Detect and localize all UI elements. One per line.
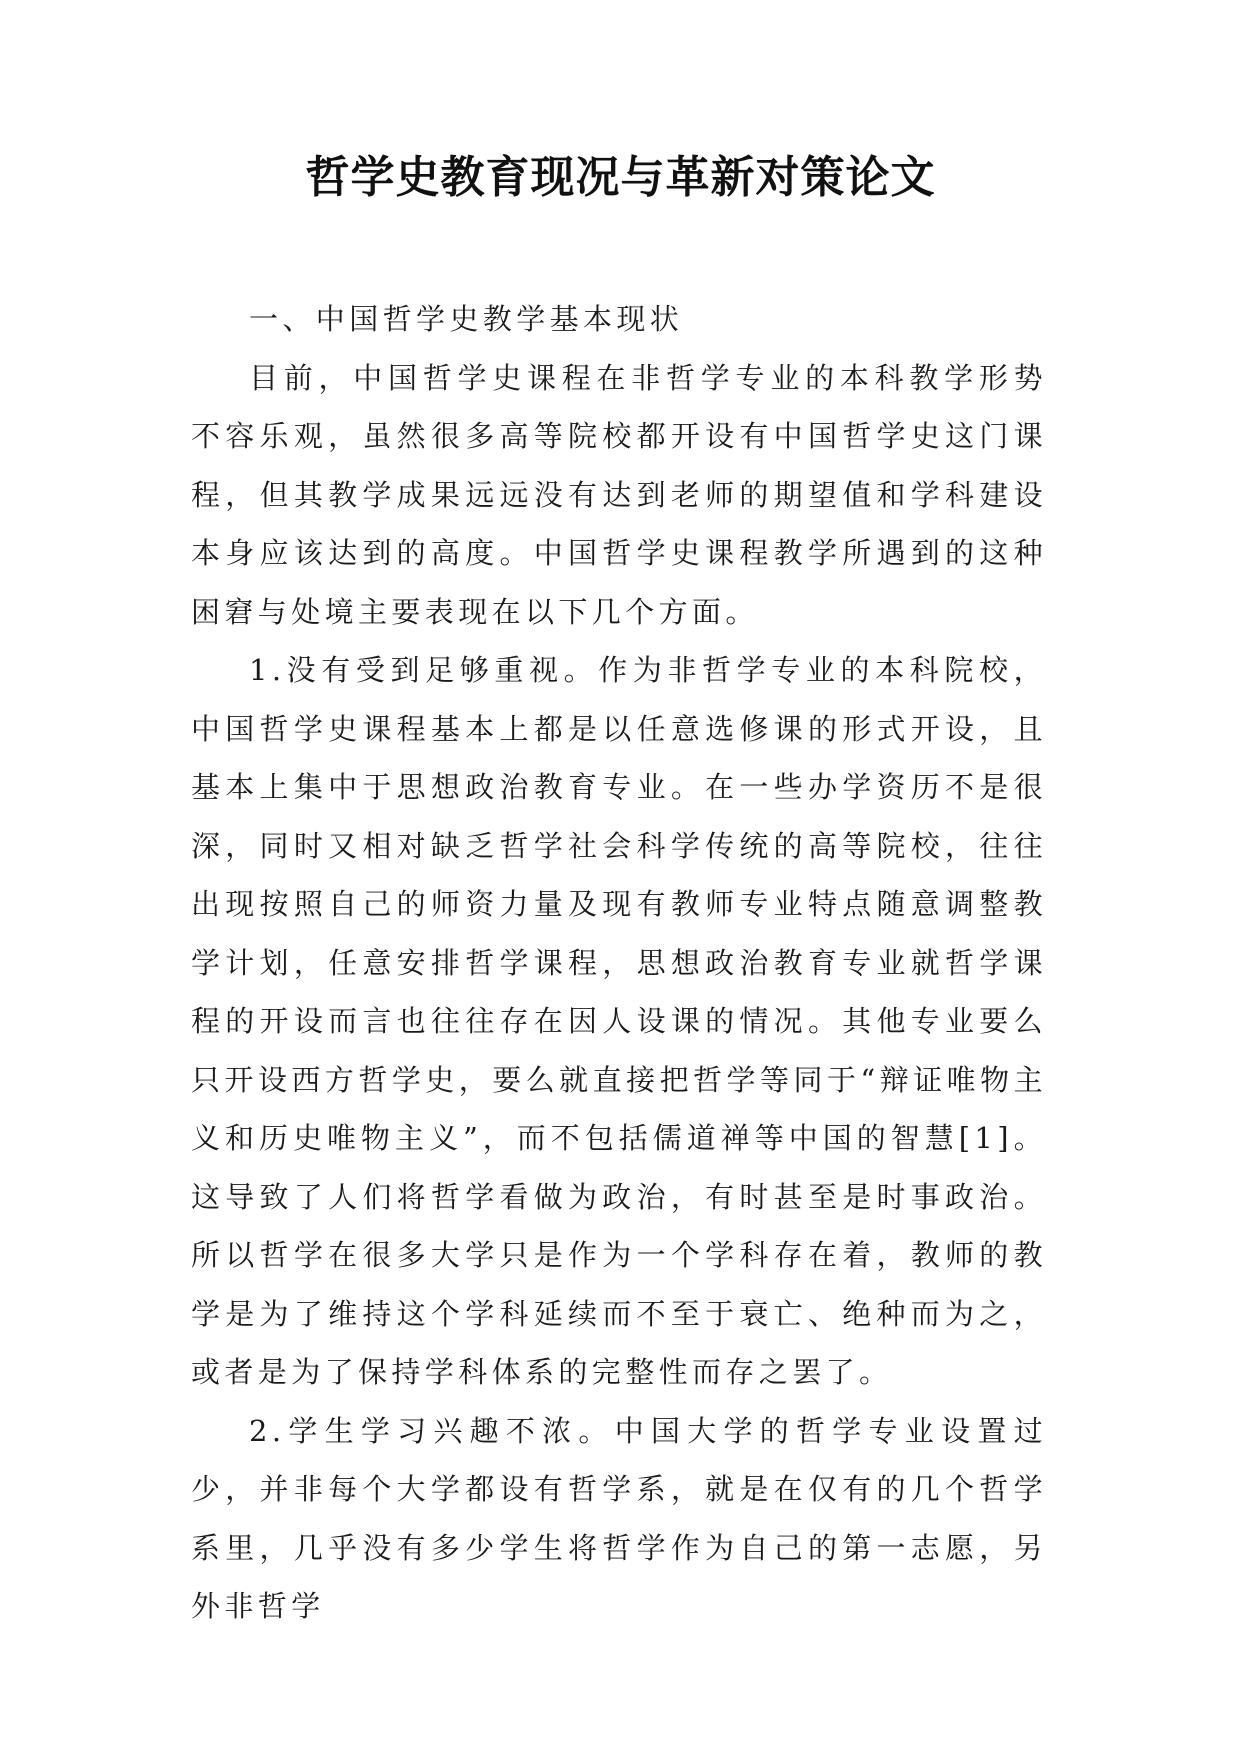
section-heading: 一、中国哲学史教学基本现状	[249, 302, 684, 336]
paragraph-point-2: 2.学生学习兴趣不浓。中国大学的哲学专业设置过少，并非每个大学都设有哲学系，就是在仅有的几个哲学系里，几乎没有多少学生将哲学作为自己的第一志愿，另外非哲学	[191, 1413, 1047, 1623]
paragraph-intro: 目前，中国哲学史课程在非哲学专业的本科教学形势不容乐观，虽然很多高等院校都开设有中国哲学史这门课程，但其教学成果远远没有达到老师的期望值和学科建设本身应该达到的高度。中国哲学史课程教学所遇到的这种困窘与处境主要表现在以下几个方面。	[191, 360, 1047, 629]
document-title: 哲学史教育现况与革新对策论文	[305, 152, 936, 203]
paragraph-point-1: 1.没有受到足够重视。作为非哲学专业的本科院校，中国哲学史课程基本上都是以任意选修课的形式开设，且基本上集中于思想政治教育专业。在一些办学资历不是很深，同时又相对缺乏哲学社会科学传统的高等院校，往往出现按照自己的师资力量及现有教师专业特点随意调整教学计划，任意安排哲学课程，思想政治教育专业就哲学课程的开设而言也往往存在因人设课的情况。其他专业要么只开设西方哲学史，要么就直接把哲学等同于“辩证唯物主义和历史唯物主义”，而不包括儒道禅等中国的智慧[1]。这导致了人们将哲学看做为政治，有时甚至是时事政治。所以哲学在很多大学只是作为一个学科存在着，教师的教学是为了维持这个学科延续而不至于衰亡、绝种而为之，或者是为了保持学科体系的完整性而存之罢了。	[191, 653, 1047, 1389]
document-body	[191, 290, 1047, 1636]
